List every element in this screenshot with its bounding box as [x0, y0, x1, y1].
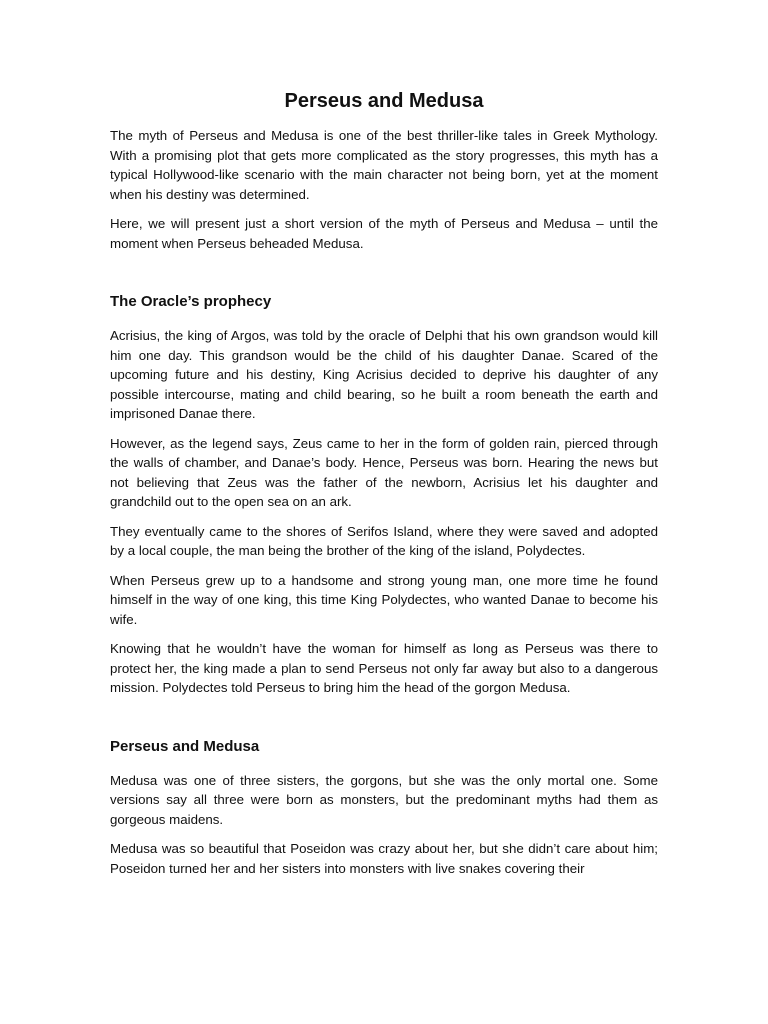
section-heading-oracle-prophecy: The Oracle’s prophecy [110, 293, 272, 310]
body-paragraph: They eventually came to the shores of Serifos Island, where they were saved and adopted by a local couple, the man being the brother of the king of the island, Polydectes. [110, 523, 658, 558]
body-paragraph: However, as the legend says, Zeus came to her in the form of golden rain, pierced through the walls of chamber, and Danae’s body. Hence, Perseus was born. Hearing the news but not believing that Zeus was the father of the newborn, Acrisius let his daughter and grandchild out to the open sea on an ark. [110, 435, 658, 509]
page-title: Perseus and Medusa [284, 90, 484, 112]
section-spacer [110, 708, 658, 737]
intro-paragraph: The myth of Perseus and Medusa is one of the best thriller-like tales in Greek Mythology. With a promising plot that gets more complicated as the story progresses, this myth has a typical Hollywood-like scenario with the main character not being born, yet at the moment when his destiny was determined. [110, 128, 658, 202]
body-paragraph: Medusa was so beautiful that Poseidon was crazy about her, but she didn’t care about him; Poseidon turned her and her sisters into monsters with live snakes covering their [110, 841, 658, 876]
intro-paragraph: Here, we will present just a short version of the myth of Perseus and Medusa – until the moment when Perseus beheaded Medusa. [110, 216, 658, 251]
body-paragraph: Acrisius, the king of Argos, was told by the oracle of Delphi that his own grandson would kill him one day. This grandson would be the child of his daughter Danae. Scared of the upcoming future and his destiny, King Acrisius decided to deprive his daughter of any possible intercourse, mating and child bearing, so he built a room beneath the earth and imprisoned Danae there. [110, 328, 658, 421]
body-paragraph: When Perseus grew up to a handsome and strong young man, one more time he found himself in the way of one king, this time King Polydectes, who wanted Danae to become his wife. [110, 572, 658, 627]
document-body [110, 88, 658, 888]
section-spacer [110, 263, 658, 292]
body-paragraph: Medusa was one of three sisters, the gorgons, but she was the only mortal one. Some versions say all three were born as monsters, but the predominant myths had them as gorgeous maidens. [110, 772, 658, 827]
body-paragraph: Knowing that he wouldn’t have the woman for himself as long as Perseus was there to protect her, the king made a plan to send Perseus not only far away but also to a dangerous mission. Polydectes told Perseus to bring him the head of the gorgon Medusa. [110, 641, 658, 695]
section-heading-perseus-and-medusa: Perseus and Medusa [110, 737, 260, 755]
